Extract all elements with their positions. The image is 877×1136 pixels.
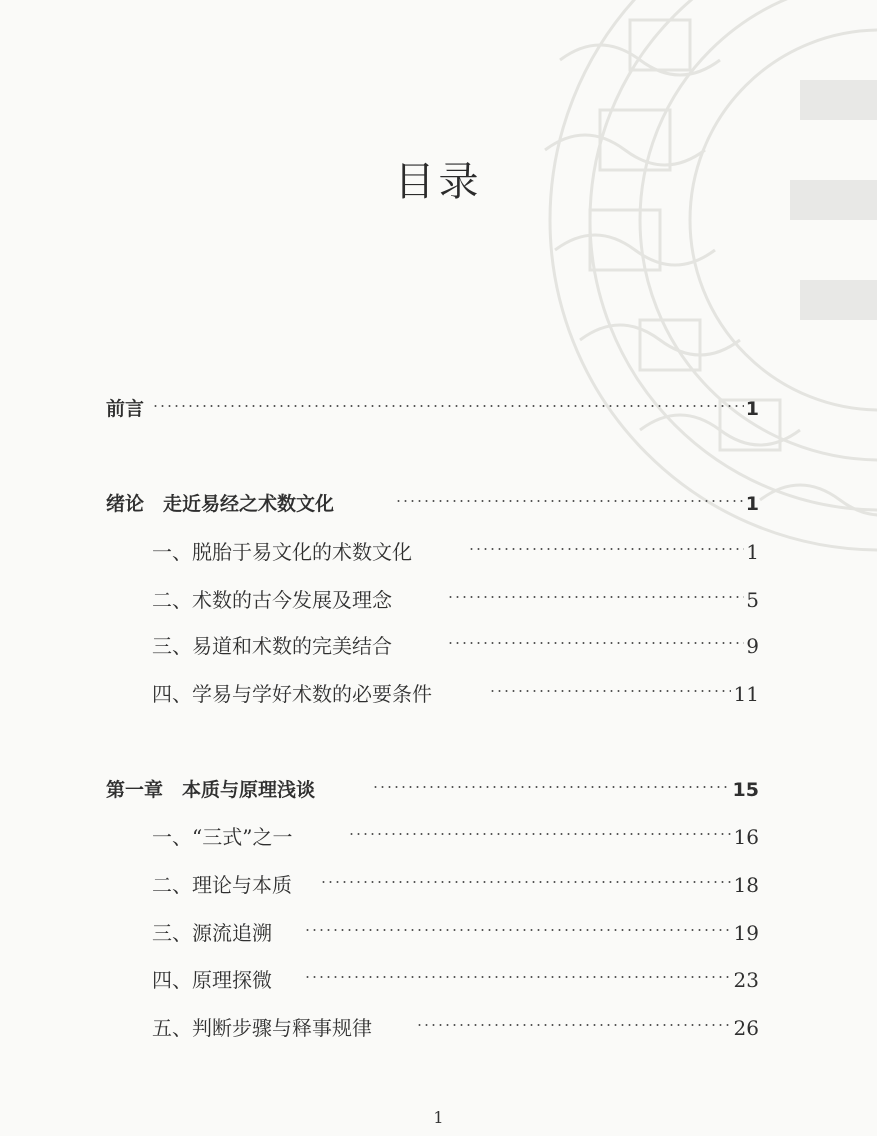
toc-entry-label: 四、学易与学好术数的必要条件 [152,682,432,706]
page-number: 1 [433,1108,444,1127]
toc-entry-label: 五、判断步骤与释事规律 [152,1016,372,1040]
toc-entry-label: 第一章 本质与原理浅谈 [106,779,316,801]
page-title: 目录 [394,159,483,205]
toc-entry-page: 1 [746,540,759,564]
toc-entry-page: 1 [745,493,759,515]
toc-dot-leader [395,500,744,502]
toc-dot-leader [447,642,744,644]
toc-entry-label: 四、原理探微 [152,968,272,992]
toc-entry-introduction[interactable] [0,488,877,520]
toc-entry-section[interactable] [0,869,877,901]
toc-entry-label: 一、脱胎于易文化的术数文化 [152,540,412,564]
toc-entry-page: 23 [733,968,759,992]
toc-entry-label: 一、“三式”之一 [152,825,293,849]
toc-entry-label: 二、术数的古今发展及理念 [152,588,392,612]
toc-dot-leader [468,548,744,550]
toc-dot-leader [304,976,731,978]
toc-entry-page: 18 [733,873,759,897]
toc-entry-label: 二、理论与本质 [152,873,292,897]
toc-dot-leader [320,881,731,883]
toc-entry-page: 9 [746,634,759,658]
toc-entry-section[interactable] [0,821,877,853]
toc-dot-leader [416,1024,731,1026]
toc-entry-section[interactable] [0,964,877,996]
toc-entry-preface[interactable] [0,393,877,425]
toc-entry-page: 26 [733,1016,759,1040]
toc-entry-page: 15 [732,779,759,801]
toc-entry-section[interactable] [0,536,877,568]
toc-entry-label: 前言 [106,398,145,420]
toc-entry-chapter-1[interactable] [0,774,877,806]
toc-entry-page: 11 [733,682,759,706]
toc-entry-section[interactable] [0,584,877,616]
toc-entry-page: 19 [733,921,759,945]
toc-entry-section[interactable] [0,917,877,949]
toc-entry-label: 三、源流追溯 [152,921,272,945]
toc-dot-leader [152,405,744,407]
toc-entry-section[interactable] [0,1012,877,1044]
toc-dot-leader [447,596,744,598]
toc-entry-page: 1 [745,398,759,420]
toc-dot-leader [348,833,731,835]
toc-dot-leader [304,929,731,931]
toc-entry-page: 5 [746,588,759,612]
toc-entry-label: 绪论 走近易经之术数文化 [106,493,335,515]
toc-entry-section[interactable] [0,630,877,662]
toc-dot-leader [489,690,731,692]
toc-entry-section[interactable] [0,678,877,710]
toc-entry-label: 三、易道和术数的完美结合 [152,634,392,658]
toc-dot-leader [372,786,731,788]
toc-entry-page: 16 [733,825,759,849]
